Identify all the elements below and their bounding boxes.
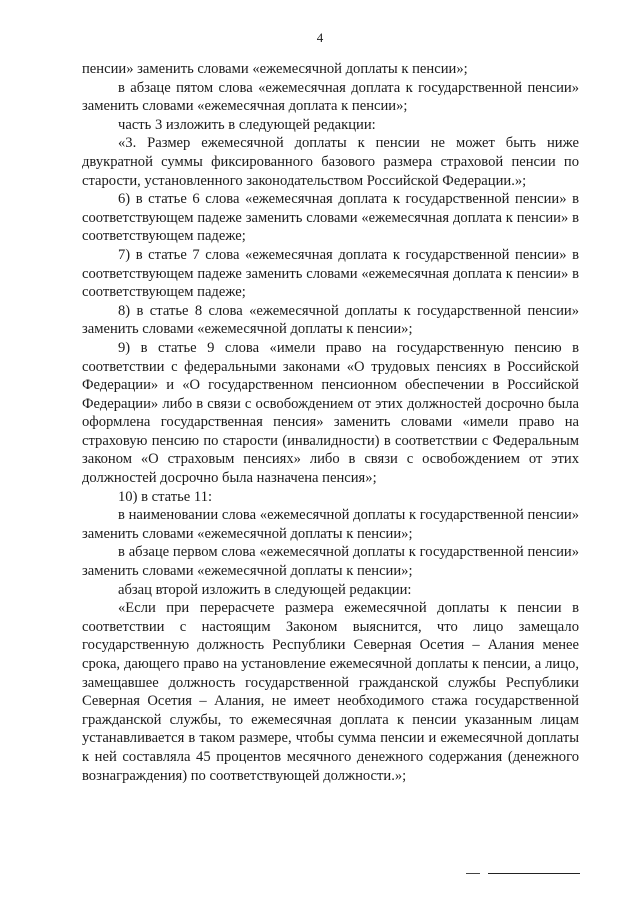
- paragraph-1: пенсии» заменить словами «ежемесячной доплаты к пенсии»;: [82, 61, 468, 77]
- paragraph-3: часть 3 изложить в следующей редакции:: [118, 116, 376, 133]
- footer-mark: [466, 873, 480, 874]
- paragraph-2: в абзаце пятом слова «ежемесячная доплата к государственной пенсии» заменить словами «ежемесячная доплата к пенсии»;: [82, 79, 579, 115]
- paragraph-7: 8) в статье 8 слова «ежемесячной доплаты к государственной пенсии» заменить словами «ежемесячной доплаты к пенсии»;: [82, 302, 579, 338]
- paragraph-10: в наименовании слова «ежемесячной доплаты к государственной пенсии» заменить словами «ежемесячной доплаты к пенсии»;: [82, 507, 579, 542]
- document-body: [82, 60, 579, 785]
- paragraph-12: абзац второй изложить в следующей редакции:: [118, 581, 412, 598]
- paragraph-4: «3. Размер ежемесячной доплаты к пенсии не может быть ниже двукратной суммы фиксированного базового размера страховой пенсии по старости, установленного законодательством Российской Федерации.»;: [82, 135, 579, 189]
- paragraph-8: 9) в статье 9 слова «имели право на государственную пенсию в соответствии с федеральными законами «О трудовых пенсиях в Российской Федерации» и «О государственном пенсионном обеспечении в Российской Федерации» либо в связи с освобождением от этих должностей досрочно была оформлена государственная пенсия» заменить словами «имели право на страховую пенсию по старости (инвалидности) в соответствии с Федеральным законом «О страховым пенсиях» либо в связи с освобождением от этих должностей досрочно была назначена пенсия»;: [82, 339, 579, 487]
- paragraph-6: 7) в статье 7 слова «ежемесячная доплата к государственной пенсии» в соответствующем падеже заменить словами «ежемесячная доплата к пенсии» в соответствующем падеже;: [82, 246, 579, 301]
- paragraph-5: 6) в статье 6 слова «ежемесячная доплата к государственной пенсии» в соответствующем падеже заменить словами «ежемесячная доплата к пенсии» в соответствующем падеже;: [82, 191, 579, 245]
- page-number: 4: [316, 30, 324, 45]
- paragraph-9: 10) в статье 11:: [118, 488, 213, 505]
- paragraph-11: в абзаце первом слова «ежемесячной доплаты к государственной пенсии» заменить словами «ежемесячной доплаты к пенсии»;: [82, 544, 579, 580]
- paragraph-13: «Если при перерасчете размера ежемесячной доплаты к пенсии в соответствии с настоящим Законом выяснится, что лицо замещало государственную должность Республики Северная Осетия – Алания менее срока, дающего право на установление ежемесячной доплаты к пенсии, а лицо, замещавшее должность государственной гражданской службы Республики Северная Осетия – Алания, не имеет необходимого стажа государственной гражданской службы, то ежемесячная доплата к пенсии указанным лицам устанавливается в таком размере, чтобы сумма пенсии и ежемесячной доплаты к ней составляла 45 процентов месячного денежного содержания (денежного вознаграждения) по соответствующей должности.»;: [82, 600, 579, 784]
- footer-line: [488, 873, 580, 874]
